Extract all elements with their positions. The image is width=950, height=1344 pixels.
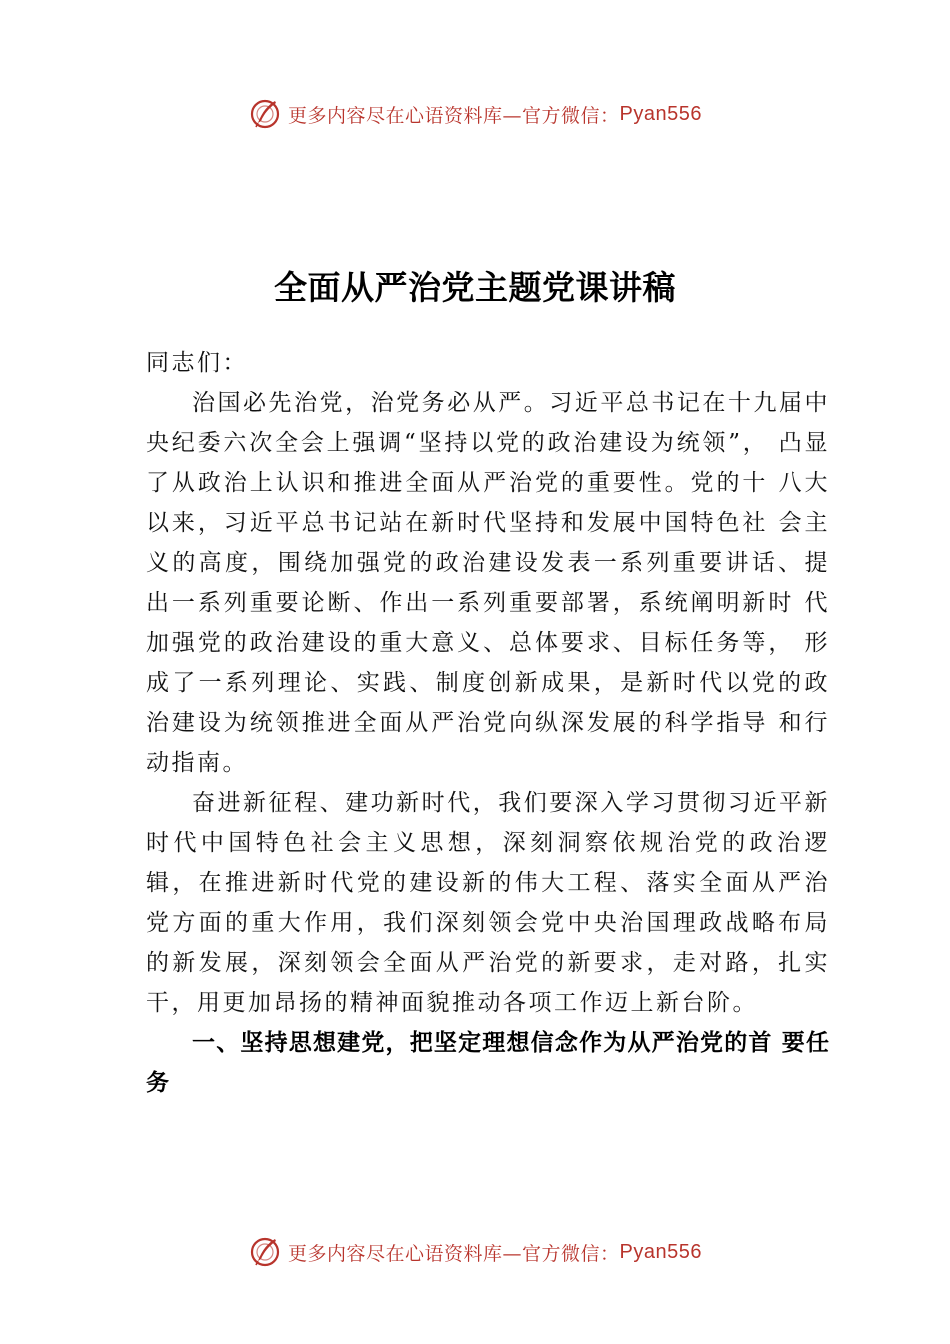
salutation: 同志们： — [146, 350, 248, 376]
banner-brand-text: 更多内容尽在心语资料库—官方微信： — [288, 104, 620, 127]
document-body — [146, 343, 830, 1103]
document-title: 全面从严治党主题党课讲稿 — [274, 268, 676, 307]
banner-wechat-id: Pyan556 — [619, 1240, 702, 1263]
paragraph-2: 奋进新征程、建功新时代，我们要深入学习贯彻习近平新时代中国特色社会主义思想，深刻洞察依规治党的政治逻辑，在推进新时代党的建设新的伟大工程、落实全面从严治党方面的重大作用，我们深刻领会党中央治国理政战略布局的新发展，深刻领会全面从严治党的新要求，走对路，扎实干，用更加昂扬的精神面貌推动各项工作迈上新台阶。 — [146, 790, 830, 1016]
section-heading-1: 一、坚持思想建党，把坚定理想信念作为从严治党的首 要任务 — [146, 1030, 830, 1096]
header-banner — [0, 94, 950, 134]
banner-wechat-id: Pyan556 — [619, 102, 702, 125]
banner-brand-text: 更多内容尽在心语资料库—官方微信： — [288, 1242, 620, 1265]
quill-logo-icon — [248, 1235, 282, 1269]
paragraph-1: 治国必先治党，治党务必从严。习近平总书记在十九届中央纪委六次全会上强调“坚持以党的政治建设为统领”， 凸显了从政治上认识和推进全面从严治党的重要性。党的十 八大以来，习近平总书记站在新时代坚持和发展中国特色社 会主义的高度，围绕加强党的政治建设发表一系列重要讲话、提出一系列重要论断、作出一系列重要部署，系统阐明新时 代加强党的政治建设的重大意义、总体要求、目标任务等， 形成了一系列理论、实践、制度创新成果，是新时代以党的政治建设为统领推进全面从严治党向纵深发展的科学指导 和行动指南。 — [146, 390, 830, 776]
quill-logo-icon — [248, 97, 282, 131]
footer-banner — [0, 1232, 950, 1272]
